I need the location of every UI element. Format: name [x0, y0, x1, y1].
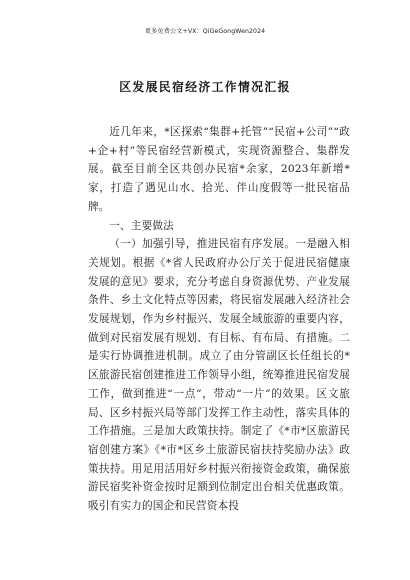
intro-paragraph: 近几年来，*区探索“集群+托管”“民宿+公司”“政+企+村”等民宿经营新模式，实现资源整合、集群发展。截至目前全区共创办民宿*余家，2023年新增*家，打造了遇见山水、拾光、伴山度假等一批民宿品牌。 — [88, 126, 350, 213]
section-heading: 一、主要做法 — [109, 219, 174, 232]
header-note: 更多免费公文+VX：QiGeGongWen2024 — [144, 28, 266, 35]
section-paragraph: （一）加强引导，推进民宿有序发展。一是融入相关规划。根据《*省人民政府办公厅关于促进民宿健康发展的意见》要求，充分考虑自身资源优势、产业发展条件、乡土文化特点等因素，将民宿发展融入经济社会发展规划，作为乡村振兴、发展全域旅游的重要内容，做到对民宿发展有规划、有目标、有布局、有措施。二是实行协调推进机制。成立了由分管副区长任组长的*区旅游民宿创建推进工作领导小组，统筹推进民宿发展工作，做到推进“一点”，带动“一片”的效果。区文旅局、区乡村振兴局等部门发挥工作主动性，落实具体的工作措施。三是加大政策扶持。制定了《*市*区旅游民宿创建方案》《*市*区乡土旅游民宿扶持奖励办法》政策扶持。用足用活用好乡村振兴衔接资金政策，确保旅游民宿奖补资金按时足额到位制定出台相关优惠政策。吸引有实力的国企和民营资本投 — [88, 238, 350, 513]
document-title: 区发展民宿经济工作情况汇报 — [119, 80, 291, 94]
document-body — [88, 123, 350, 516]
